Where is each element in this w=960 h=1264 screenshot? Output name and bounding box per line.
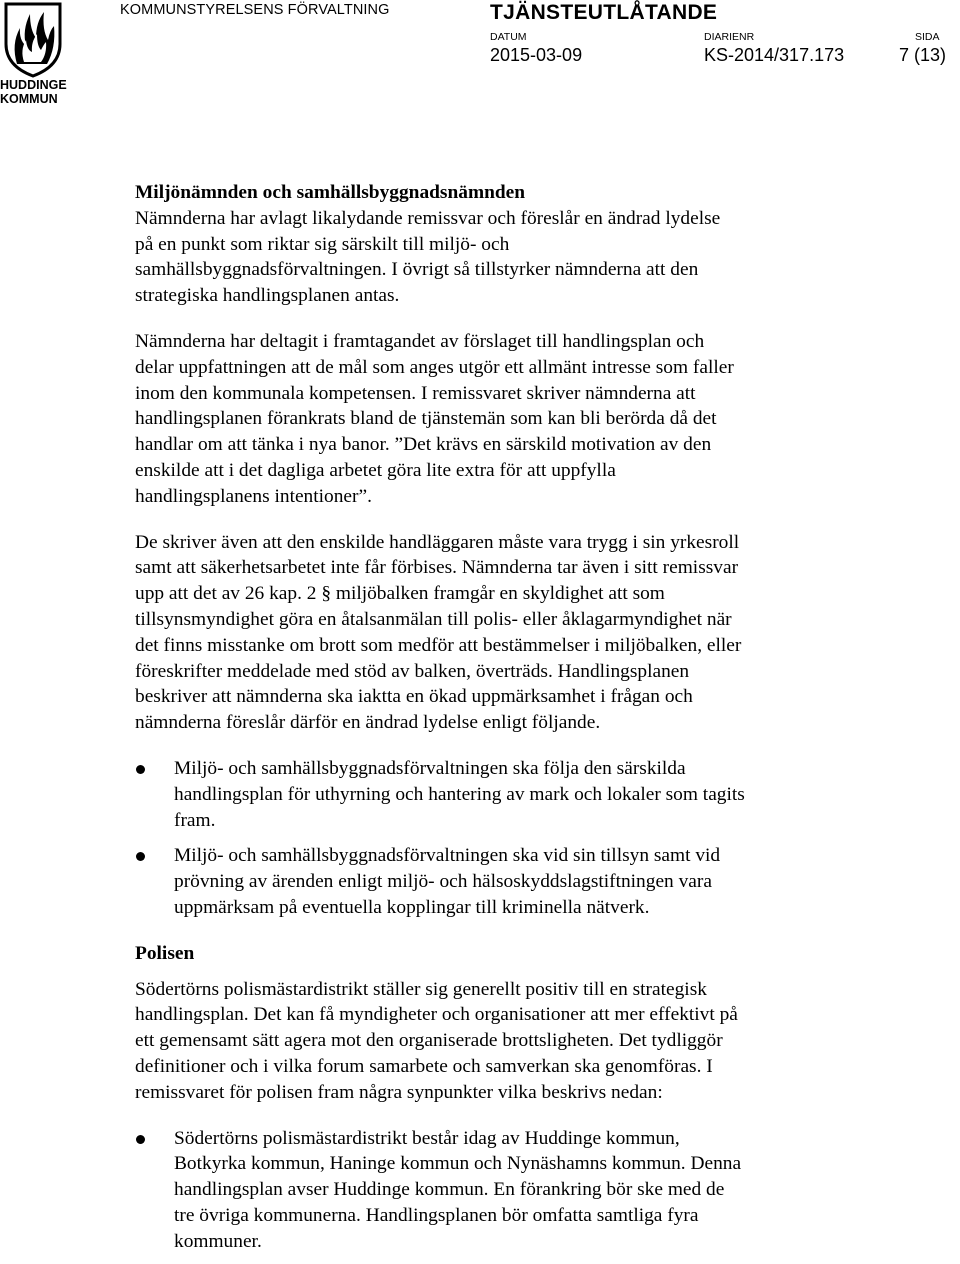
text-line: handlar om att tänka i nya banor. ”Det krävs en särskild motivation av den bbox=[135, 434, 712, 456]
logo-line-1: HUDDINGE bbox=[0, 78, 67, 92]
polisen-paragraph-1 bbox=[135, 977, 835, 1106]
polisen-bullet-list bbox=[135, 1126, 835, 1255]
text-line: beskriver att nämnderna ska iaktta en ökad uppmärksamhet i frågan och bbox=[135, 686, 693, 708]
text-line: De skriver även att den enskilde handläggaren måste vara trygg i sin yrkesroll bbox=[135, 531, 740, 553]
diarienr-value: KS-2014/317.173 bbox=[704, 45, 845, 65]
miljo-bullet-list bbox=[135, 756, 835, 921]
text-line: handlingsplan avser Huddinge kommun. En förankring bör ske med de bbox=[174, 1179, 725, 1201]
text-line: strategiska handlingsplanen antas. bbox=[135, 285, 400, 307]
text-line: Miljö- och samhällsbyggnadsförvaltningen ska följa den särskilda bbox=[174, 757, 686, 779]
text-line: handlingsplanen förankrats bland de tjänstemän som kan bli berörda då det bbox=[135, 408, 717, 430]
text-line: Södertörns polismästardistrikt ställer sig generellt positiv till en strategisk bbox=[135, 978, 707, 1000]
miljo-paragraph-2 bbox=[135, 329, 835, 510]
bullet-icon bbox=[136, 1135, 145, 1144]
text-line: kommuner. bbox=[174, 1230, 262, 1252]
text-line: fram. bbox=[174, 809, 216, 831]
huddinge-logo bbox=[0, 0, 66, 108]
list-item bbox=[135, 1126, 835, 1255]
logo-line-2: KOMMUN bbox=[0, 92, 58, 106]
text-line: ett gemensamt sätt agera mot den organiserade brottsligheten. Det tydliggör bbox=[135, 1030, 723, 1052]
text-line: Miljö- och samhällsbyggnadsförvaltningen ska vid sin tillsyn samt vid bbox=[174, 845, 721, 867]
diarienr-label: DIARIENR bbox=[704, 31, 755, 43]
text-line: nämnderna föreslår därför en ändrad lydelse enligt följande. bbox=[135, 712, 601, 734]
date-label: DATUM bbox=[490, 31, 527, 43]
list-item bbox=[135, 843, 835, 920]
date-value: 2015-03-09 bbox=[490, 45, 583, 65]
text-line: tillsynsmyndighet göra en åtalsanmälan till polis- eller åklagarmyndighet när bbox=[135, 608, 732, 630]
text-line: handlingsplan. Det kan få myndigheter och organisationer att mer effektivt på bbox=[135, 1004, 738, 1026]
section-heading-miljo: Miljönämnden och samhällsbyggnadsnämnden bbox=[135, 182, 526, 203]
text-line: definitioner och i vilka forum samarbete och samverkan ska genomföras. I bbox=[135, 1055, 713, 1077]
text-line: tre övriga kommunerna. Handlingsplanen bör omfatta samtliga fyra bbox=[174, 1204, 699, 1226]
text-line: Botkyrka kommun, Haninge kommun och Nynäshamns kommun. Denna bbox=[174, 1153, 742, 1175]
bullet-icon bbox=[136, 852, 145, 861]
document-body bbox=[135, 180, 835, 1264]
list-item bbox=[135, 756, 835, 833]
miljo-paragraph-3 bbox=[135, 530, 835, 736]
text-line: Nämnderna har avlagt likalydande remissvar och föreslår en ändrad lydelse bbox=[135, 207, 721, 229]
text-line: enskilde att i det dagliga arbetet göra lite extra för att uppfylla bbox=[135, 459, 616, 481]
text-line: upp att det av 26 kap. 2 § miljöbalken framgår en skyldighet att som bbox=[135, 583, 665, 605]
page-number: 7 (13) bbox=[899, 45, 947, 65]
section-heading-polisen: Polisen bbox=[135, 942, 195, 964]
text-line: handlingsplan för uthyrning och hantering av mark och lokaler som tagits bbox=[174, 783, 745, 805]
text-line: handlingsplanens intentioner”. bbox=[135, 485, 372, 507]
text-line: remissvaret för polisen fram några synpunkter vilka beskrivs nedan: bbox=[135, 1081, 663, 1103]
document-type: TJÄNSTEUTLÅTANDE bbox=[490, 1, 718, 24]
organization-name: KOMMUNSTYRELSENS FÖRVALTNING bbox=[120, 2, 390, 18]
text-line: det finns misstanke om brott som medför att bestämmelser i miljöbalken, eller bbox=[135, 634, 742, 656]
text-line: samhällsbyggnadsförvaltningen. I övrigt så tillstyrker nämnderna att den bbox=[135, 259, 699, 281]
text-line: inom den kommunala kompetensen. I remissvaret skriver nämnderna att bbox=[135, 382, 696, 404]
text-line: delar uppfattningen att de mål som anges utgör ett allmänt intresse som faller bbox=[135, 356, 734, 378]
text-line: prövning av ärenden enligt miljö- och hälsoskyddslagstiftningen vara bbox=[174, 871, 712, 893]
page-label: SIDA bbox=[915, 31, 940, 43]
text-line: Nämnderna har deltagit i framtagandet av förslaget till handlingsplan och bbox=[135, 330, 705, 352]
text-line: Södertörns polismästardistrikt består idag av Huddinge kommun, bbox=[174, 1127, 680, 1149]
miljo-paragraph-1 bbox=[135, 206, 835, 309]
text-line: föreskrifter meddelade med stöd av balken, överträds. Handlingsplanen bbox=[135, 660, 690, 682]
text-line: samt att säkerhetsarbetet inte får förbises. Nämnderna tar även i sitt remissvar bbox=[135, 557, 739, 579]
text-line: uppmärksam på eventuella kopplingar till kriminella nätverk. bbox=[174, 896, 650, 918]
text-line: på en punkt som riktar sig särskilt till miljö- och bbox=[135, 233, 510, 255]
logo-text bbox=[0, 78, 66, 106]
flames-crest-icon bbox=[0, 0, 66, 78]
bullet-icon bbox=[136, 765, 145, 774]
